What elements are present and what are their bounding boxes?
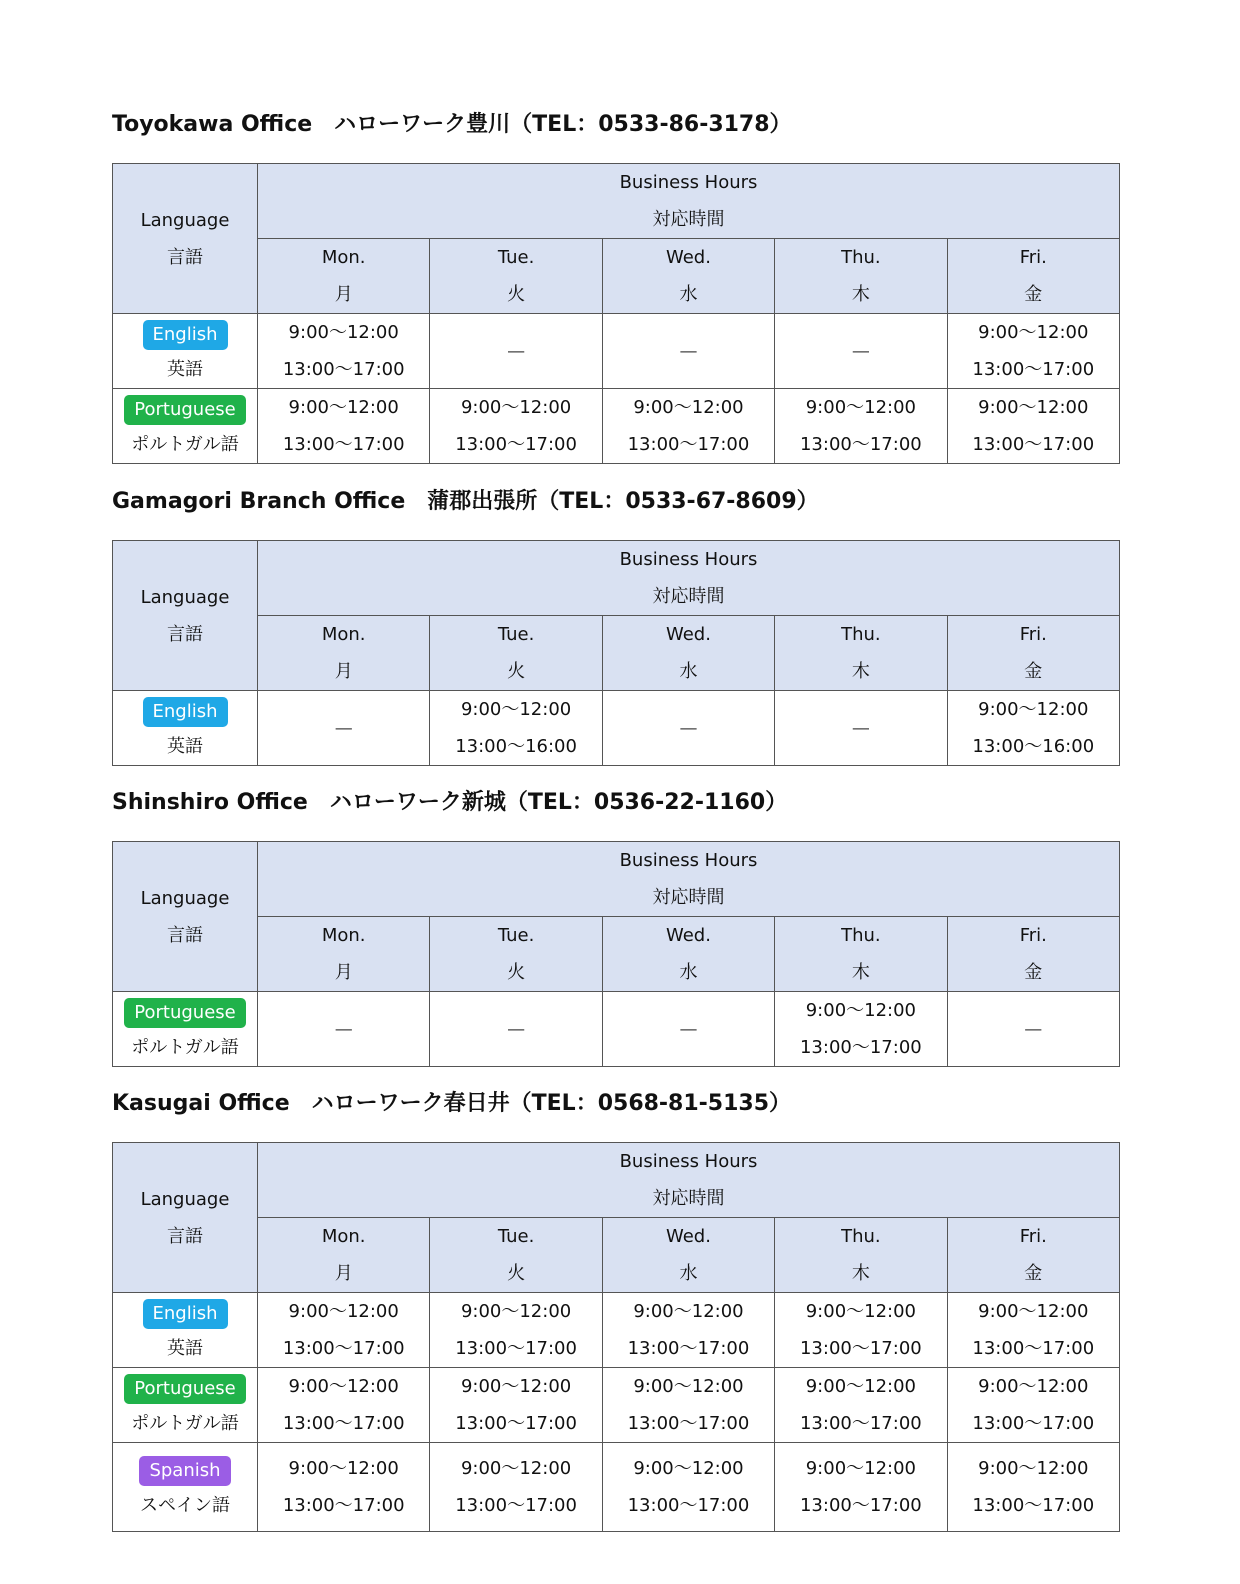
table-row (113, 992, 1120, 1067)
table-row (113, 691, 1120, 766)
hours-cell: 9:00～12:00 13:00～17:00 (775, 389, 947, 464)
day-tue: Tue. 火 (430, 239, 602, 314)
day-fri: Fri. 金 (947, 239, 1119, 314)
day-thu: Thu. 木 (775, 616, 947, 691)
day-tue: Tue. 火 (430, 1218, 602, 1293)
hours-cell: 9:00～12:00 13:00～17:00 (258, 1443, 430, 1532)
hours-cell: 9:00～12:00 13:00～17:00 (430, 1368, 602, 1443)
hours-cell: 9:00～12:00 13:00～16:00 (430, 691, 602, 766)
hours-cell: 9:00～12:00 13:00～17:00 (947, 1443, 1119, 1532)
hours-cell: 9:00～12:00 13:00～17:00 (947, 1368, 1119, 1443)
hours-cell-none: — (602, 691, 774, 766)
day-mon: Mon. 月 (258, 1218, 430, 1293)
hours-table (112, 163, 1120, 464)
business-hours-header (258, 164, 1120, 239)
office-gamagori (112, 487, 1120, 757)
hours-cell: 9:00～12:00 13:00～17:00 (947, 314, 1119, 389)
day-fri: Fri. 金 (947, 1218, 1119, 1293)
hours-cell: 9:00～12:00 13:00～17:00 (430, 389, 602, 464)
language-cell-english: English 英語 (113, 691, 258, 766)
hours-cell-none: — (430, 992, 602, 1067)
language-cell-english: English 英語 (113, 1293, 258, 1368)
hours-cell: 9:00～12:00 13:00～16:00 (947, 691, 1119, 766)
hours-cell: 9:00～12:00 13:00～17:00 (602, 1368, 774, 1443)
day-wed: Wed. 水 (602, 1218, 774, 1293)
office-toyokawa (112, 110, 1120, 455)
table-row (113, 1368, 1120, 1443)
language-header: Language 言語 (113, 842, 258, 992)
day-mon: Mon. 月 (258, 616, 430, 691)
hours-cell-none: — (602, 992, 774, 1067)
english-badge: English (143, 697, 228, 727)
hours-cell: 9:00～12:00 13:00～17:00 (602, 1443, 774, 1532)
portuguese-badge: Portuguese (124, 998, 245, 1028)
business-hours-header: Business Hours 対応時間 (258, 541, 1120, 616)
hours-cell: 9:00～12:00 13:00～17:00 (258, 389, 430, 464)
office-shinshiro (112, 788, 1120, 1058)
hours-cell: 9:00～12:00 13:00～17:00 (775, 992, 947, 1067)
business-hours-header: Business Hours 対応時間 (258, 1143, 1120, 1218)
hours-table (112, 1142, 1120, 1532)
table-row (113, 314, 1120, 389)
portuguese-badge: Portuguese (124, 395, 245, 425)
hours-cell: 9:00～12:00 13:00～17:00 (258, 1293, 430, 1368)
language-header (113, 164, 258, 314)
hours-cell: 9:00～12:00 13:00～17:00 (258, 1368, 430, 1443)
language-cell-english: English 英語 (113, 314, 258, 389)
day-thu: Thu. 木 (775, 239, 947, 314)
hours-cell: 9:00～12:00 13:00～17:00 (430, 1443, 602, 1532)
hours-cell: 9:00～12:00 13:00～17:00 (430, 1293, 602, 1368)
hours-cell: 9:00～12:00 13:00～17:00 (775, 1293, 947, 1368)
language-header-en: Language (140, 209, 230, 231)
day-wed: Wed. 水 (602, 616, 774, 691)
day-thu: Thu. 木 (775, 1218, 947, 1293)
hours-cell-none: — (258, 691, 430, 766)
day-fri: Fri. 金 (947, 616, 1119, 691)
language-header-ja: 言語 (167, 246, 203, 268)
office-title: Gamagori Branch Office 蒲郡出張所（TEL：0533-67-8609） (112, 489, 819, 514)
hours-cell: 9:00～12:00 13:00～17:00 (775, 1443, 947, 1532)
day-thu: Thu. 木 (775, 917, 947, 992)
hours-cell: 9:00～12:00 13:00～17:00 (602, 389, 774, 464)
hours-table (112, 841, 1120, 1067)
portuguese-badge: Portuguese (124, 1374, 245, 1404)
day-wed: Wed. 水 (602, 239, 774, 314)
office-kasugai (112, 1089, 1120, 1516)
day-tue: Tue. 火 (430, 616, 602, 691)
hours-cell: 9:00～12:00 13:00～17:00 (947, 389, 1119, 464)
day-tue: Tue. 火 (430, 917, 602, 992)
day-wed: Wed. 水 (602, 917, 774, 992)
hours-cell-none: — (602, 314, 774, 389)
spanish-badge: Spanish (139, 1456, 230, 1486)
day-mon: Mon. 月 (258, 239, 430, 314)
table-row (113, 1443, 1120, 1532)
language-cell-portuguese: Portuguese ポルトガル語 (113, 1368, 258, 1443)
language-cell-spanish: Spanish スペイン語 (113, 1443, 258, 1532)
hours-cell-none: — (947, 992, 1119, 1067)
language-cell-portuguese: Portuguese ポルトガル語 (113, 992, 258, 1067)
language-header: Language 言語 (113, 1143, 258, 1293)
language-cell-portuguese: Portuguese ポルトガル語 (113, 389, 258, 464)
day-fri: Fri. 金 (947, 917, 1119, 992)
business-hours-ja: 対応時間 (652, 209, 725, 230)
english-badge: English (143, 1299, 228, 1329)
business-hours-en: Business Hours (619, 172, 758, 193)
table-row (113, 1293, 1120, 1368)
hours-cell: 9:00～12:00 13:00～17:00 (775, 1368, 947, 1443)
office-title: Shinshiro Office ハローワーク新城（TEL：0536-22-1160） (112, 790, 788, 815)
english-badge: English (143, 320, 228, 350)
office-title: Kasugai Office ハローワーク春日井（TEL：0568-81-5135） (112, 1091, 792, 1116)
hours-cell-none: — (775, 314, 947, 389)
table-row (113, 389, 1120, 464)
hours-cell-none: — (775, 691, 947, 766)
hours-cell: 9:00～12:00 13:00～17:00 (602, 1293, 774, 1368)
hours-cell-none: — (430, 314, 602, 389)
hours-cell: 9:00～12:00 13:00～17:00 (258, 314, 430, 389)
hours-cell: 9:00～12:00 13:00～17:00 (947, 1293, 1119, 1368)
hours-table (112, 540, 1120, 766)
hours-cell-none: — (258, 992, 430, 1067)
language-header: Language 言語 (113, 541, 258, 691)
office-title: Toyokawa Office ハローワーク豊川（TEL：0533-86-3178） (112, 112, 792, 137)
business-hours-header: Business Hours 対応時間 (258, 842, 1120, 917)
day-mon: Mon. 月 (258, 917, 430, 992)
